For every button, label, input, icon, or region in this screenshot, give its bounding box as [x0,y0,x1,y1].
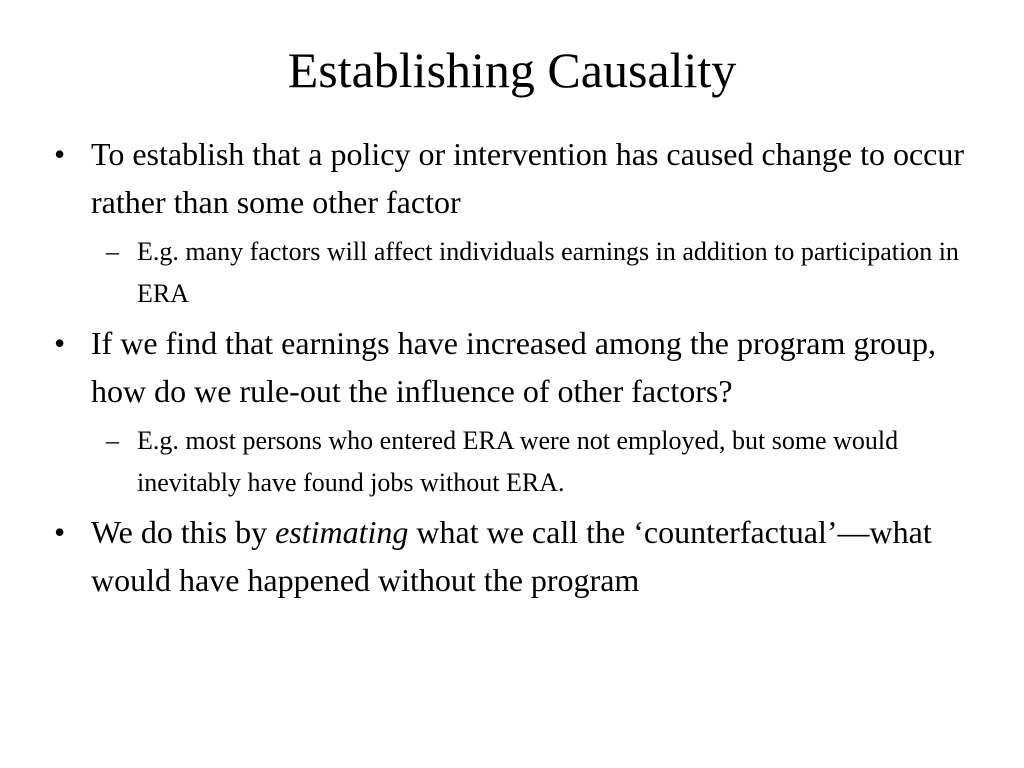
slide-title: Establishing Causality [287,42,737,98]
bullet-2-text: If we find that earnings have increased among the program group, how do we rule-out the influence of other factors? [91,325,937,409]
bullet-3-text [91,514,932,598]
dash-icon: – [106,237,119,266]
bullet-1-text: To establish that a policy or intervention has caused change to occur rather than some other factor [91,136,965,220]
bullet-2 [54,319,994,415]
bullet-1 [54,130,994,226]
dash-icon: – [106,426,119,455]
sub-bullet-1-text: E.g. many factors will affect individuals earnings in addition to participation in ERA [137,237,959,308]
bullet-dot-icon: • [54,514,66,550]
bullet-3-pre: We do this by [91,514,276,550]
bullet-dot-icon: • [54,136,66,172]
bullet-dot-icon: • [54,325,66,361]
sub-bullet-2-text: E.g. most persons who entered ERA were not employed, but some would inevitably have found jobs without ERA. [137,426,899,497]
slide-content [54,130,994,609]
bullet-3-emphasis: estimating [275,514,409,550]
sub-bullet-2 [106,420,994,504]
bullet-3 [54,508,994,604]
sub-bullet-1 [106,231,994,315]
bullet-3-post: what we call the ‘counterfactual’—what would have happened without the program [91,514,932,598]
